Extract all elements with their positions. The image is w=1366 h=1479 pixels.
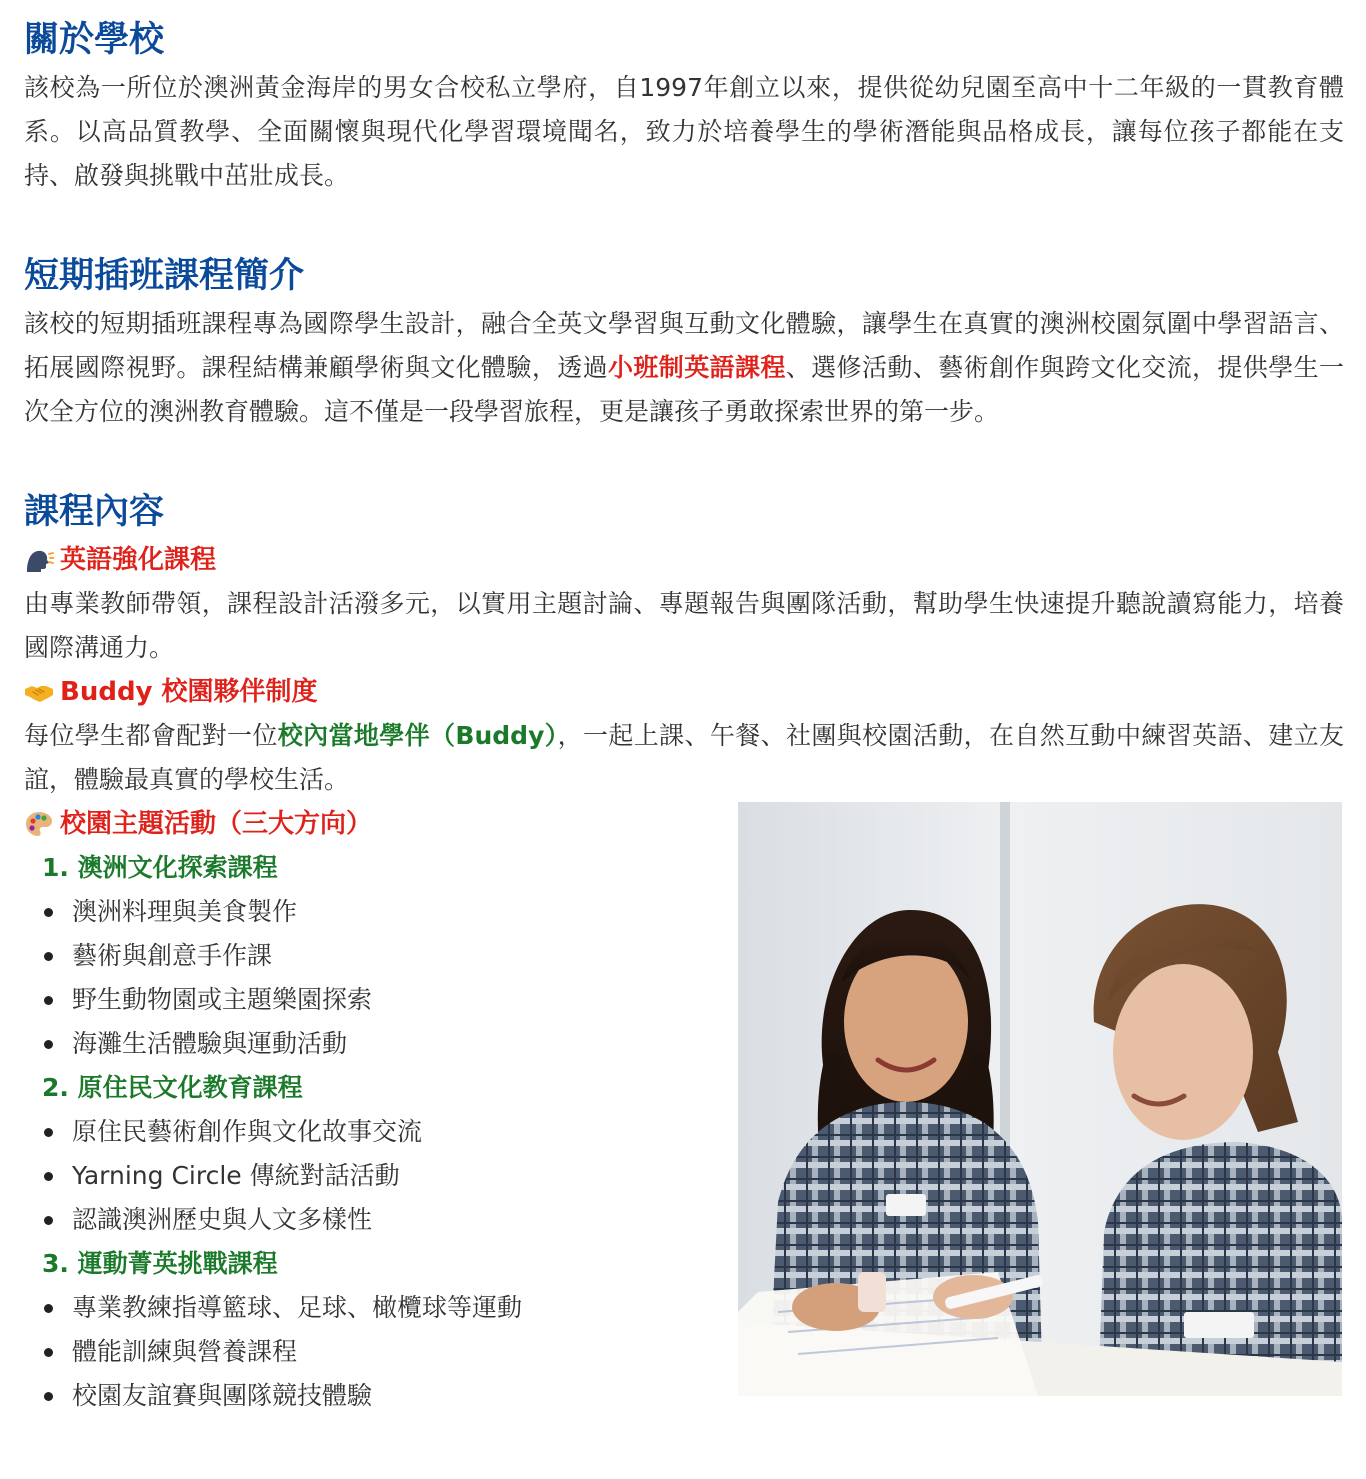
english-text: 由專業教師帶領，課程設計活潑多元，以實用主題討論、專題報告與團隊活動，幫助學生快速提升聽說讀寫能力，培養國際溝通力。: [24, 589, 1344, 662]
list-item: 海灘生活體驗與運動活動: [42, 1022, 1344, 1066]
about-title: 關於學校: [24, 20, 165, 60]
activities-section: [24, 802, 1344, 1418]
artist-palette-icon: [24, 809, 54, 839]
list-item: 野生動物園或主題樂園探索: [42, 978, 1344, 1022]
activity-group-heading: 3. 運動菁英挑戰課程: [42, 1249, 278, 1278]
buddy-heading-label: Buddy 校園夥伴制度: [60, 677, 318, 707]
buddy-heading: [24, 670, 1344, 714]
list-item: 原住民藝術創作與文化故事交流: [42, 1110, 1344, 1154]
list-item: 專業教練指導籃球、足球、橄欖球等運動: [42, 1286, 1344, 1330]
handshake-icon: [24, 677, 54, 707]
program-intro-text: 該校的短期插班課程專為國際學生設計，融合全英文學習與互動文化體驗，讓學生在真實的澳洲校園氛圍中學習語言、拓展國際視野。課程結構兼顧學術與文化體驗，透過小班制英語課程、選修活動、藝術創作與跨文化交流，提供學生一次全方位的澳洲教育體驗。這不僅是一段學習旅程，更是讓孩子勇敢探索世界的第一步。: [24, 309, 1344, 426]
list-item: 體能訓練與營養課程: [42, 1330, 1344, 1374]
program-intro-title: 短期插班課程簡介: [24, 256, 305, 296]
english-heading-label: 英語強化課程: [60, 545, 217, 575]
activities-heading-label: 校園主題活動（三大方向）: [60, 809, 373, 839]
buddy-highlight: 校內當地學伴（Buddy）: [277, 721, 558, 750]
content-title: 課程內容: [24, 492, 165, 532]
page-content: [24, 14, 1344, 1418]
small-class-highlight: 小班制英語課程: [608, 353, 786, 382]
about-text: 該校為一所位於澳洲黃金海岸的男女合校私立學府，自1997年創立以來，提供從幼兒園至高中十二年級的一貫教育體系。以高品質教學、全面關懷與現代化學習環境聞名，致力於培養學生的學術潛能與品格成長，讓每位孩子都能在支持、啟發與挑戰中茁壯成長。: [24, 73, 1344, 190]
english-heading: [24, 538, 1344, 582]
buddy-text: 每位學生都會配對一位校內當地學伴（Buddy），一起上課、午餐、社團與校園活動，在自然互動中練習英語、建立友誼，體驗最真實的學校生活。: [24, 721, 1344, 794]
activity-group-heading: 2. 原住民文化教育課程: [42, 1073, 303, 1102]
list-item: 校園友誼賽與團隊競技體驗: [42, 1374, 1344, 1418]
list-item: 藝術與創意手作課: [42, 934, 1344, 978]
speaking-head-icon: [24, 545, 54, 575]
list-item: 認識澳洲歷史與人文多樣性: [42, 1198, 1344, 1242]
list-item: Yarning Circle 傳統對話活動: [42, 1154, 1344, 1198]
list-item: 澳洲料理與美食製作: [42, 890, 1344, 934]
activity-group-heading: 1. 澳洲文化探索課程: [42, 853, 278, 882]
